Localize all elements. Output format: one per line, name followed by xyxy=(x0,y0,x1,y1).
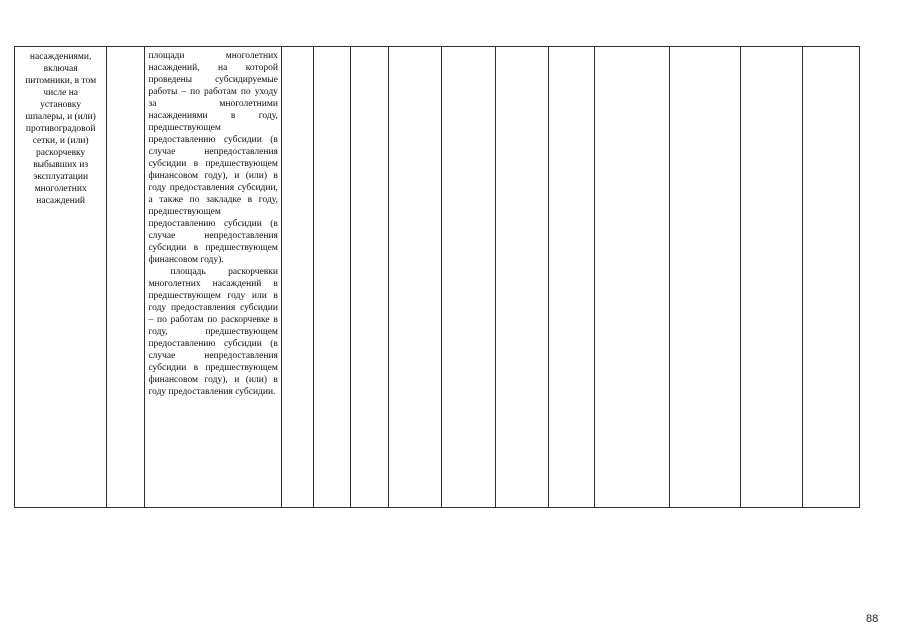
table-row xyxy=(15,47,860,508)
cell-empty xyxy=(314,47,351,508)
cell-empty xyxy=(802,47,859,508)
page-number: 88 xyxy=(866,613,879,625)
cell-empty xyxy=(670,47,740,508)
cell-work-description: насаждениями, включая питомники, в том числе на установку шпалеры, и (или) противоградовой сетки, и (или) раскорчевку выбывших из эксплуатации многолетних насаждений xyxy=(15,47,107,508)
data-table xyxy=(14,46,860,508)
cell-empty xyxy=(107,47,145,508)
cell-empty xyxy=(495,47,548,508)
cell-empty xyxy=(351,47,389,508)
cell-empty xyxy=(548,47,594,508)
cell-empty xyxy=(442,47,495,508)
paragraph-area-uprooting: площадь раскорчевки многолетних насаждений в предшествующем году или в году предоставления субсидии – по работам по раскорчевке в году, предшествующем предоставлению субсидии (в случае непредоставления субсидии в предшествующем финансовом году), и (или) в году предоставления субсидии. xyxy=(148,267,278,397)
cell-empty xyxy=(595,47,670,508)
cell-empty xyxy=(389,47,442,508)
paragraph-area-care: площади многолетних насаждений, на которой проведены субсидируемые работы – по работам по уходу за многолетними насаждениями в году, предшествующем предоставлению субсидии (в случае непредоставления субсидии в предшествующем финансовом году), и (или) в году предоставления субсидии, а также по закладке в году, предшествующем предоставлению субсидии (в случае непредоставления субсидии в предшествующем финансовом году). xyxy=(148,51,278,265)
cell-empty xyxy=(281,47,313,508)
cell-calculation-basis xyxy=(145,47,281,508)
cell-empty xyxy=(740,47,802,508)
